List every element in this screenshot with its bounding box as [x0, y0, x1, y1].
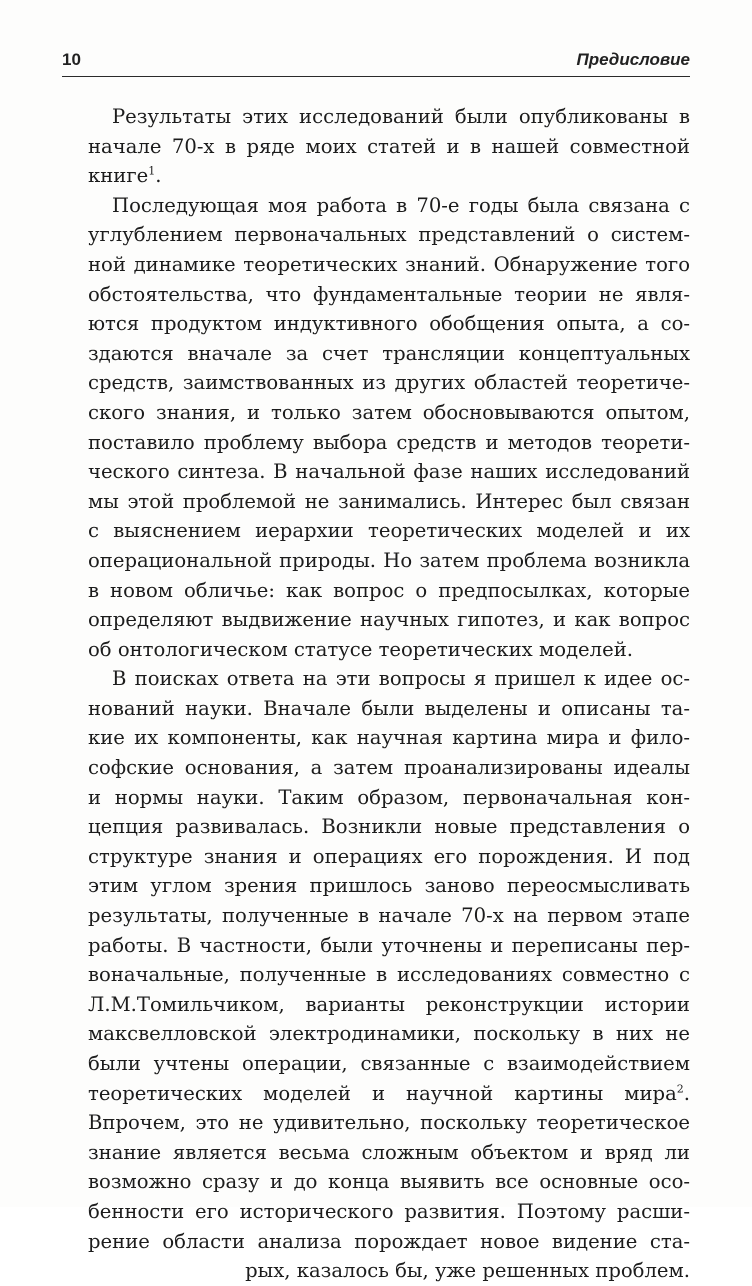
text-line: определяют выдвижение научных гипотез, и как вопрос [88, 608, 690, 632]
text-line: об онтологическом статусе теоретических моделей. [88, 637, 633, 661]
text-line: нований науки. Вначале были выделены и описаны та- [88, 696, 690, 720]
text-line: ной динамике теоретических знаний. Обнаружение того [88, 252, 690, 276]
page-number: 10 [62, 50, 81, 69]
text-line: операциональной природы. Но затем проблема возникла [88, 548, 690, 572]
text-line: В поисках ответа на эти вопросы я пришел к идее ос- [112, 667, 690, 691]
text-line: кие их компоненты, как научная картина мира и фило- [88, 726, 690, 750]
text-line: с выяснением иерархии теоретических моделей и их [88, 519, 690, 543]
text-line [88, 1079, 690, 1109]
text-line: возможно сразу и до конца выявить все основные осо- [88, 1170, 690, 1194]
text-line: Впрочем, это не удивительно, поскольку теоретическое [88, 1111, 690, 1135]
text-line: рых, казалось бы, уже решенных проблем. [245, 1259, 690, 1283]
paragraph-2 [88, 191, 690, 665]
section-title: Предисловие [576, 50, 690, 69]
paragraph-3 [88, 664, 690, 1285]
text-line: этим углом зрения пришлось заново переосмысливать [88, 874, 690, 898]
text-line: цепция развивалась. Возникли новые представления о [88, 815, 690, 839]
text-line: в новом обличье: как вопрос о предпосылках, которые [88, 578, 690, 602]
text-line: поставило проблему выбора средств и методов теорети- [88, 430, 690, 454]
text-line: работы. В частности, были уточнены и переписаны пер- [88, 933, 690, 957]
text-line: ского знания, и только затем обосновываются опытом, [88, 400, 690, 424]
footnote-mark: 2 [676, 1082, 684, 1096]
text-line-content: теоретических моделей и научной картины мира [88, 1081, 677, 1105]
text-line: ются продуктом индуктивного обобщения опыта, а со- [88, 312, 690, 336]
text-line: ческого синтеза. В начальной фазе наших исследований [88, 460, 690, 484]
footnote-mark: 1 [148, 164, 156, 178]
running-head [62, 50, 690, 77]
text-line: Л.М.Томильчиком, варианты реконструкции истории [88, 992, 690, 1016]
text-line: результаты, полученные в начале 70-х на первом этапе [88, 904, 690, 928]
text-line: обстоятельства, что фундаментальные теории не явля- [88, 282, 690, 306]
text-line: воначальные, полученные в исследованиях совместно с [88, 963, 690, 987]
text-line: начале 70-х в ряде моих статей и в нашей совместной [88, 134, 690, 158]
text-line: были учтены операции, связанные с взаимодействием [88, 1052, 690, 1075]
text-line-content: книге [88, 164, 149, 188]
text-line: Результаты этих исследований были опубликованы в [112, 105, 690, 128]
text-line: мы этой проблемой не занимались. Интерес был связан [88, 489, 690, 513]
text-line: средств, заимствованных из других областей теоретиче- [88, 371, 690, 395]
text-line: Последующая моя работа в 70-е годы была связана с [112, 193, 690, 217]
text-line: бенности его исторического развития. Поэтому расши- [88, 1199, 690, 1223]
text-line: структуре знания и операциях его порождения. И под [88, 844, 690, 868]
text-line: знание является весьма сложным объектом и вряд ли [88, 1140, 690, 1164]
body-text [88, 102, 690, 1286]
text-line: углублением первоначальных представлений о систем- [88, 223, 690, 247]
text-line: и нормы науки. Таким образом, первоначальная кон- [88, 785, 690, 809]
paragraph-1 [88, 102, 690, 191]
text-line: рение области анализа порождает новое видение ста- [88, 1229, 690, 1253]
text-line-tail: . [155, 164, 162, 188]
text-line: здаются вначале за счет трансляции концептуальных [88, 341, 690, 365]
text-line [88, 161, 690, 191]
text-line: софские основания, а затем проанализированы идеалы [88, 756, 690, 780]
text-line-tail: . [683, 1081, 690, 1105]
text-line: максвелловской электродинамики, поскольку в них не [88, 1022, 690, 1046]
